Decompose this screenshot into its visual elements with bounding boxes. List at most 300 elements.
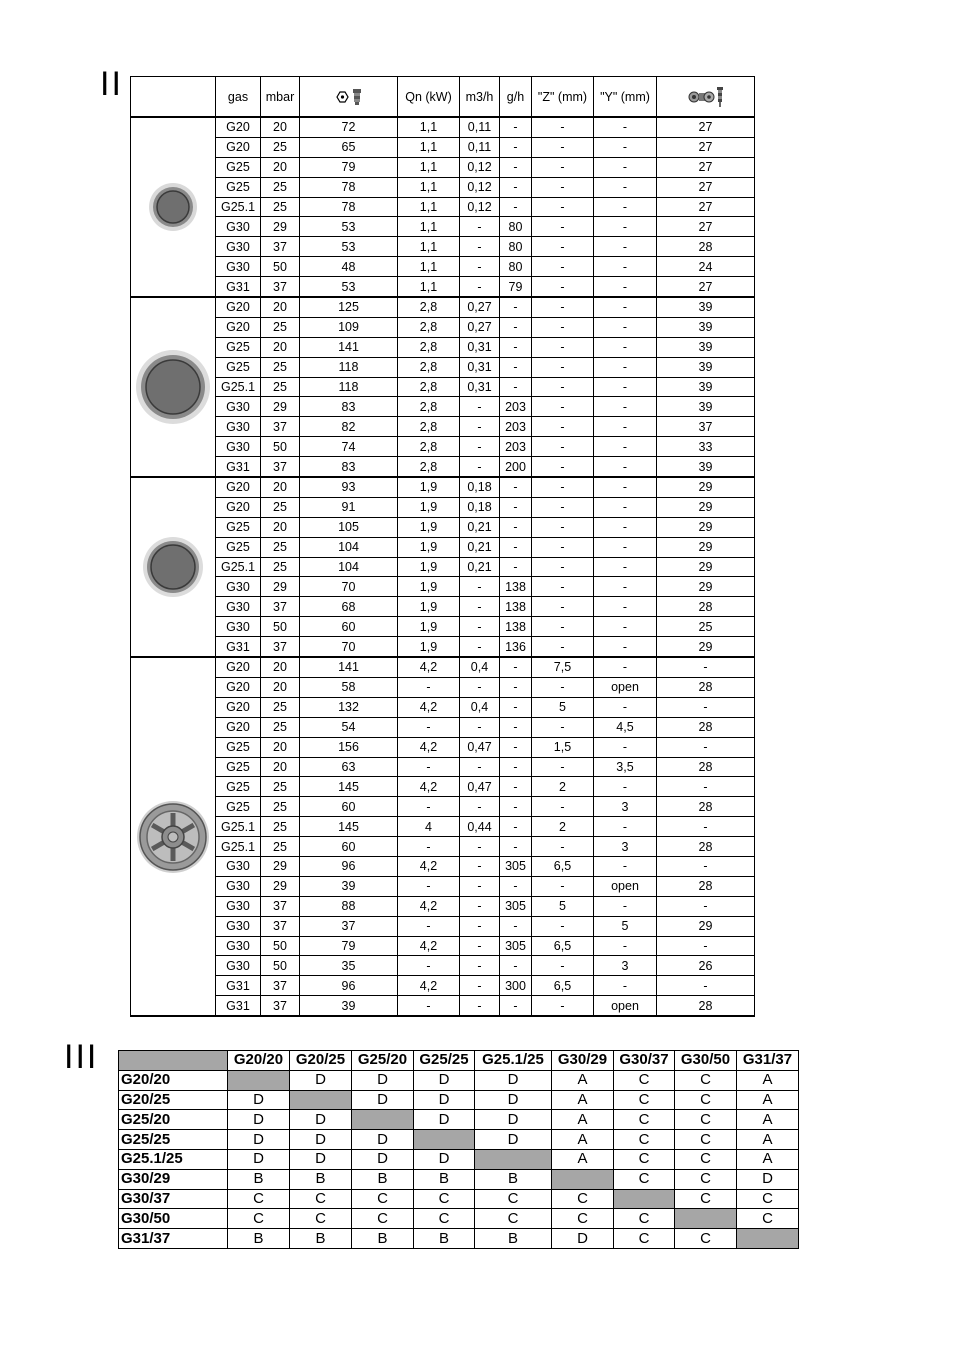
cell-z: - (532, 377, 594, 397)
diagonal-cell (414, 1130, 475, 1150)
table-row (131, 257, 755, 277)
cell-mbar: 37 (261, 976, 300, 996)
cell-qn: 2,8 (398, 397, 460, 417)
cell-injector: 91 (300, 497, 398, 517)
cell-injector: 53 (300, 217, 398, 237)
cell-gas: G30 (216, 397, 261, 417)
cell-gh: 80 (500, 217, 532, 237)
conversion-cell: C (675, 1130, 737, 1150)
cell-injector: 58 (300, 677, 398, 697)
conversion-cell: C (228, 1209, 290, 1229)
cell-qn: - (398, 757, 460, 777)
cell-z: - (532, 137, 594, 157)
cell-y: 3,5 (594, 757, 657, 777)
cell-m3h: - (460, 257, 500, 277)
cell-injector: 82 (300, 417, 398, 437)
cell-mbar: 29 (261, 876, 300, 896)
cell-injector: 88 (300, 896, 398, 916)
conversion-cell: C (475, 1209, 552, 1229)
conversion-cell: C (675, 1070, 737, 1090)
table-row (119, 1110, 799, 1130)
cell-gh: 305 (500, 856, 532, 876)
conversion-cell: B (228, 1169, 290, 1189)
injector-table-body (131, 117, 755, 1016)
conversion-cell: A (737, 1110, 799, 1130)
cell-m3h: 0,27 (460, 297, 500, 317)
cell-gas: G25 (216, 157, 261, 177)
cell-y: open (594, 876, 657, 896)
diagonal-cell (228, 1070, 290, 1090)
cell-injector: 65 (300, 137, 398, 157)
cell-y: - (594, 737, 657, 757)
cell-mbar: 20 (261, 737, 300, 757)
cell-gas: G20 (216, 497, 261, 517)
cell-gas: G30 (216, 417, 261, 437)
cell-bypass: 28 (657, 797, 755, 817)
cell-gh: - (500, 377, 532, 397)
cell-gh: 136 (500, 637, 532, 657)
table-row (131, 896, 755, 916)
cell-gas: G30 (216, 956, 261, 976)
cell-gh: 300 (500, 976, 532, 996)
cell-qn: 1,1 (398, 217, 460, 237)
cell-y: - (594, 157, 657, 177)
cell-gas: G25 (216, 177, 261, 197)
cell-bypass: - (657, 737, 755, 757)
cell-injector: 54 (300, 717, 398, 737)
injector-icon (333, 87, 365, 107)
cell-y: - (594, 517, 657, 537)
column-header: G30/29 (552, 1051, 614, 1071)
row-header: G25.1/25 (119, 1149, 228, 1169)
cell-bypass: - (657, 976, 755, 996)
cell-injector: 70 (300, 637, 398, 657)
cell-y: - (594, 277, 657, 297)
row-header: G31/37 (119, 1229, 228, 1249)
cell-gh: - (500, 797, 532, 817)
cell-gas: G31 (216, 277, 261, 297)
cell-mbar: 50 (261, 617, 300, 637)
cell-m3h: 0,11 (460, 137, 500, 157)
cell-qn: - (398, 956, 460, 976)
cell-mbar: 50 (261, 936, 300, 956)
cell-injector: 53 (300, 277, 398, 297)
cell-mbar: 25 (261, 197, 300, 217)
cell-injector: 96 (300, 856, 398, 876)
cell-z: - (532, 437, 594, 457)
cell-gas: G31 (216, 996, 261, 1016)
cell-injector: 109 (300, 317, 398, 337)
cell-injector: 60 (300, 797, 398, 817)
cell-gas: G30 (216, 876, 261, 896)
table-row (131, 497, 755, 517)
cell-m3h: - (460, 757, 500, 777)
column-header: G30/37 (614, 1051, 675, 1071)
cell-qn: - (398, 837, 460, 857)
cell-bypass: 29 (657, 637, 755, 657)
cell-m3h: - (460, 717, 500, 737)
cell-gas: G30 (216, 577, 261, 597)
conversion-cell: B (352, 1169, 414, 1189)
cell-gh: - (500, 357, 532, 377)
table-row (131, 637, 755, 657)
cell-injector: 35 (300, 956, 398, 976)
injector-table (130, 76, 755, 1017)
table-row (131, 537, 755, 557)
cell-qn: - (398, 916, 460, 936)
cell-m3h: - (460, 916, 500, 936)
conversion-cell: C (614, 1209, 675, 1229)
cell-z: - (532, 557, 594, 577)
cell-bypass: 27 (657, 217, 755, 237)
bypass-screw-icon (686, 85, 726, 109)
cell-qn: 4,2 (398, 896, 460, 916)
cell-bypass: 27 (657, 157, 755, 177)
table-row (131, 517, 755, 537)
cell-mbar: 25 (261, 537, 300, 557)
cell-m3h: 0,31 (460, 337, 500, 357)
table-row (131, 557, 755, 577)
conversion-cell: C (290, 1189, 352, 1209)
cell-y: - (594, 417, 657, 437)
cell-gas: G30 (216, 617, 261, 637)
cell-y: 3 (594, 956, 657, 976)
conversion-table (118, 1050, 799, 1249)
cell-gh: - (500, 177, 532, 197)
table-row (119, 1189, 799, 1209)
cell-qn: 2,8 (398, 457, 460, 477)
cell-qn: 1,9 (398, 617, 460, 637)
header-m3h: m3/h (460, 77, 500, 118)
conversion-cell: C (675, 1169, 737, 1189)
conversion-cell: C (614, 1229, 675, 1249)
cell-m3h: 0,12 (460, 177, 500, 197)
cell-injector: 104 (300, 537, 398, 557)
cell-z: 5 (532, 896, 594, 916)
cell-y: - (594, 597, 657, 617)
conversion-cell: C (414, 1189, 475, 1209)
cell-injector: 78 (300, 177, 398, 197)
diagonal-cell (614, 1189, 675, 1209)
table-row (131, 817, 755, 837)
cell-bypass: 28 (657, 677, 755, 697)
column-header: G25/20 (352, 1051, 414, 1071)
cell-mbar: 29 (261, 217, 300, 237)
table-row (119, 1070, 799, 1090)
table-row (131, 457, 755, 477)
cell-gas: G25 (216, 357, 261, 377)
cell-m3h: 0,44 (460, 817, 500, 837)
cell-mbar: 25 (261, 357, 300, 377)
conversion-cell: C (614, 1090, 675, 1110)
cell-m3h: 0,31 (460, 377, 500, 397)
cell-gh: 203 (500, 417, 532, 437)
cell-m3h: 0,21 (460, 557, 500, 577)
cell-y: - (594, 637, 657, 657)
cell-z: - (532, 157, 594, 177)
cell-y: - (594, 117, 657, 137)
cell-bypass: 27 (657, 197, 755, 217)
cell-gh: 200 (500, 457, 532, 477)
cell-injector: 93 (300, 477, 398, 497)
cell-mbar: 25 (261, 837, 300, 857)
cell-qn: 2,8 (398, 357, 460, 377)
cell-m3h: - (460, 856, 500, 876)
cell-bypass: 27 (657, 277, 755, 297)
diagonal-cell (352, 1110, 414, 1130)
cell-gh: - (500, 697, 532, 717)
conversion-cell: A (552, 1090, 614, 1110)
cell-gas: G30 (216, 936, 261, 956)
table-row (131, 717, 755, 737)
table-row (131, 657, 755, 677)
table-row (131, 856, 755, 876)
cell-m3h: - (460, 936, 500, 956)
cell-injector: 72 (300, 117, 398, 137)
cell-gas: G30 (216, 597, 261, 617)
cell-mbar: 25 (261, 177, 300, 197)
cell-y: - (594, 357, 657, 377)
cell-injector: 125 (300, 297, 398, 317)
cell-gh: - (500, 817, 532, 837)
conversion-cell: C (675, 1090, 737, 1110)
cell-z: - (532, 337, 594, 357)
cell-mbar: 37 (261, 996, 300, 1016)
cell-y: - (594, 817, 657, 837)
cell-gh: 138 (500, 577, 532, 597)
cell-gas: G30 (216, 257, 261, 277)
row-header: G30/37 (119, 1189, 228, 1209)
cell-injector: 74 (300, 437, 398, 457)
cell-m3h: 0,21 (460, 537, 500, 557)
cell-m3h: 0,11 (460, 117, 500, 137)
table-row (131, 437, 755, 457)
cell-m3h: - (460, 797, 500, 817)
cell-injector: 37 (300, 916, 398, 936)
conversion-cell: B (414, 1229, 475, 1249)
cell-z: - (532, 217, 594, 237)
cell-qn: 4,2 (398, 856, 460, 876)
cell-gh: - (500, 777, 532, 797)
cell-z: - (532, 257, 594, 277)
cell-m3h: - (460, 976, 500, 996)
cell-bypass: 24 (657, 257, 755, 277)
row-header: G20/25 (119, 1090, 228, 1110)
small-burner-icon (147, 181, 199, 233)
cell-gas: G25 (216, 777, 261, 797)
cell-bypass: 29 (657, 557, 755, 577)
conversion-cell: D (352, 1090, 414, 1110)
cell-injector: 96 (300, 976, 398, 996)
cell-mbar: 25 (261, 817, 300, 837)
table-row (131, 357, 755, 377)
cell-qn: 4,2 (398, 697, 460, 717)
cell-qn: 2,8 (398, 437, 460, 457)
table-row (131, 417, 755, 437)
cell-mbar: 29 (261, 577, 300, 597)
cell-qn: 1,1 (398, 117, 460, 137)
cell-injector: 78 (300, 197, 398, 217)
table-row (131, 617, 755, 637)
cell-bypass: 27 (657, 137, 755, 157)
cell-mbar: 29 (261, 856, 300, 876)
cell-y: - (594, 497, 657, 517)
table-row (131, 916, 755, 936)
cell-qn: 4,2 (398, 737, 460, 757)
cell-gh: - (500, 297, 532, 317)
cell-m3h: 0,12 (460, 157, 500, 177)
cell-gas: G25 (216, 517, 261, 537)
cell-m3h: - (460, 217, 500, 237)
conversion-cell: D (228, 1090, 290, 1110)
cell-qn: 2,8 (398, 297, 460, 317)
cell-z: 2 (532, 777, 594, 797)
cell-z: - (532, 757, 594, 777)
cell-bypass: - (657, 657, 755, 677)
conversion-cell: D (475, 1110, 552, 1130)
cell-mbar: 29 (261, 397, 300, 417)
cell-gh: - (500, 337, 532, 357)
cell-bypass: 26 (657, 956, 755, 976)
table-row (131, 217, 755, 237)
cell-z: 5 (532, 697, 594, 717)
cell-m3h: 0,4 (460, 657, 500, 677)
cell-gh: - (500, 197, 532, 217)
cell-y: - (594, 657, 657, 677)
conversion-cell: C (675, 1229, 737, 1249)
cell-injector: 83 (300, 457, 398, 477)
cell-mbar: 37 (261, 277, 300, 297)
cell-bypass: 28 (657, 717, 755, 737)
cell-m3h: 0,47 (460, 737, 500, 757)
wok-burner-icon (135, 799, 211, 875)
conversion-cell: B (290, 1229, 352, 1249)
conversion-cell: D (228, 1130, 290, 1150)
cell-y: - (594, 297, 657, 317)
burner-cell (131, 657, 216, 1016)
cell-gas: G25 (216, 537, 261, 557)
cell-gas: G20 (216, 117, 261, 137)
cell-y: - (594, 257, 657, 277)
cell-z: - (532, 237, 594, 257)
cell-mbar: 50 (261, 257, 300, 277)
row-header: G25/25 (119, 1130, 228, 1150)
cell-z: - (532, 477, 594, 497)
cell-injector: 70 (300, 577, 398, 597)
cell-bypass: - (657, 936, 755, 956)
diagonal-cell (290, 1090, 352, 1110)
conversion-cell: C (614, 1070, 675, 1090)
cell-y: - (594, 557, 657, 577)
cell-gas: G25.1 (216, 817, 261, 837)
conversion-cell: C (228, 1189, 290, 1209)
cell-mbar: 25 (261, 557, 300, 577)
cell-injector: 104 (300, 557, 398, 577)
cell-gas: G20 (216, 477, 261, 497)
conversion-cell: B (475, 1229, 552, 1249)
header-y: "Y" (mm) (594, 77, 657, 118)
table-row (131, 157, 755, 177)
cell-qn: 1,9 (398, 557, 460, 577)
cell-gh: - (500, 757, 532, 777)
cell-bypass: 28 (657, 597, 755, 617)
cell-gh: 79 (500, 277, 532, 297)
cell-m3h: - (460, 457, 500, 477)
cell-bypass: - (657, 777, 755, 797)
cell-gh: 305 (500, 936, 532, 956)
cell-y: - (594, 337, 657, 357)
cell-m3h: 0,12 (460, 197, 500, 217)
cell-y: - (594, 777, 657, 797)
table-row (131, 177, 755, 197)
cell-z: - (532, 797, 594, 817)
cell-qn: 1,9 (398, 637, 460, 657)
cell-qn: 1,1 (398, 157, 460, 177)
table-row (119, 1169, 799, 1189)
conversion-cell: D (290, 1070, 352, 1090)
conversion-cell: C (290, 1209, 352, 1229)
table-row (131, 777, 755, 797)
header-burner (131, 77, 216, 118)
row-header: G30/50 (119, 1209, 228, 1229)
cell-m3h: 0,31 (460, 357, 500, 377)
conversion-cell: D (290, 1149, 352, 1169)
cell-gh: 80 (500, 237, 532, 257)
cell-bypass: 28 (657, 996, 755, 1016)
table-header-row (131, 77, 755, 118)
cell-y: - (594, 137, 657, 157)
cell-bypass: 29 (657, 916, 755, 936)
cell-y: - (594, 577, 657, 597)
section-2-label: II (100, 65, 123, 103)
conversion-cell: D (352, 1070, 414, 1090)
cell-mbar: 37 (261, 597, 300, 617)
cell-z: - (532, 717, 594, 737)
conversion-cell: D (475, 1130, 552, 1150)
cell-injector: 48 (300, 257, 398, 277)
cell-gas: G25.1 (216, 197, 261, 217)
cell-y: - (594, 217, 657, 237)
cell-qn: 1,1 (398, 277, 460, 297)
cell-z: - (532, 117, 594, 137)
cell-y: 4,5 (594, 717, 657, 737)
cell-gas: G30 (216, 217, 261, 237)
cell-qn: 1,9 (398, 477, 460, 497)
cell-qn: 4,2 (398, 657, 460, 677)
cell-gas: G20 (216, 317, 261, 337)
cell-qn: 1,1 (398, 137, 460, 157)
cell-bypass: 28 (657, 757, 755, 777)
cell-gas: G20 (216, 657, 261, 677)
diagonal-cell (552, 1169, 614, 1189)
cell-gh: - (500, 117, 532, 137)
conversion-cell: D (737, 1169, 799, 1189)
table-row (131, 297, 755, 317)
cell-mbar: 37 (261, 916, 300, 936)
cell-m3h: - (460, 417, 500, 437)
cell-y: - (594, 377, 657, 397)
cell-z: - (532, 677, 594, 697)
conversion-cell: D (414, 1149, 475, 1169)
table-row (119, 1229, 799, 1249)
cell-gh: - (500, 717, 532, 737)
conversion-cell: A (552, 1130, 614, 1150)
cell-qn: - (398, 717, 460, 737)
cell-qn: 4,2 (398, 976, 460, 996)
cell-mbar: 20 (261, 157, 300, 177)
cell-z: - (532, 837, 594, 857)
conversion-cell: C (737, 1209, 799, 1229)
